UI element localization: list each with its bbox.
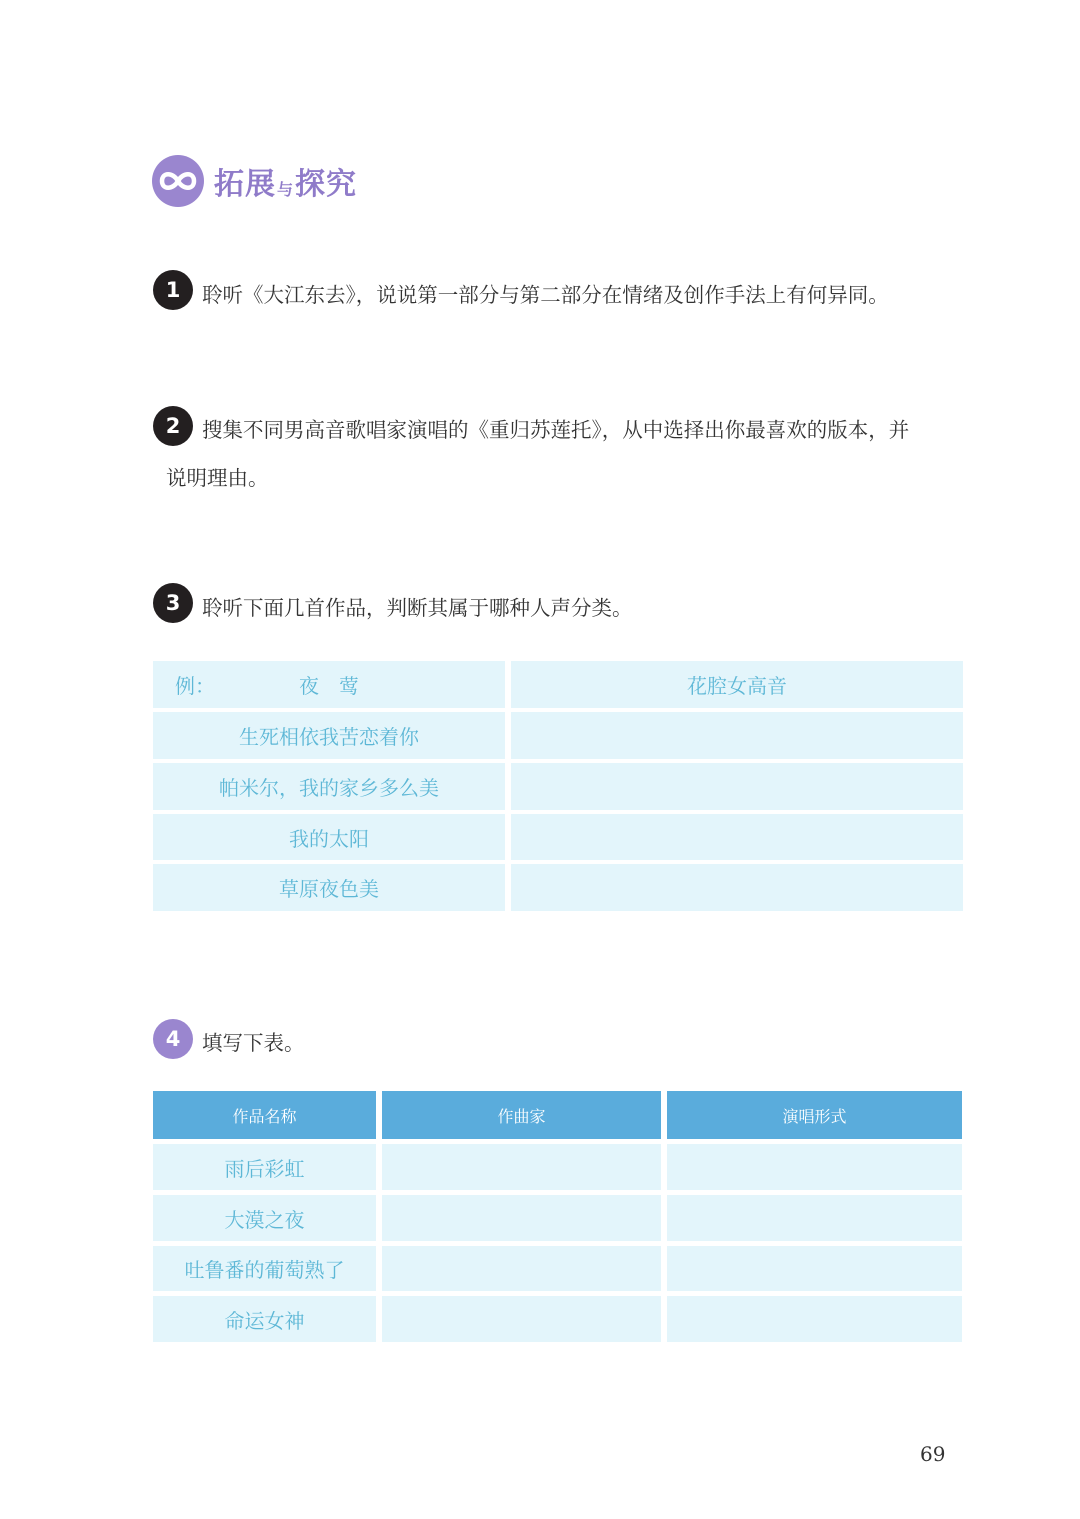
- example-answer-cell: 花腔女高音: [511, 661, 963, 708]
- question-1-badge: 1: [153, 270, 193, 310]
- question-2-text-line2: 说明理由。: [166, 466, 269, 490]
- performance-form-cell[interactable]: [667, 1246, 962, 1291]
- page-number: 69: [920, 1442, 946, 1466]
- composer-cell[interactable]: [382, 1195, 661, 1241]
- question-2-badge: 2: [153, 406, 193, 446]
- question-2-text-line1: 搜集不同男高音歌唱家演唱的《重归苏莲托》，从中选择出你最喜欢的版本，并: [202, 418, 910, 442]
- infinity-loop-icon: [152, 155, 204, 207]
- table-row-title: 草原夜色美: [153, 864, 505, 911]
- performance-form-cell[interactable]: [667, 1144, 962, 1190]
- table-row-title: 生死相依我苦恋着你: [153, 712, 505, 759]
- example-title: 夜 莺: [299, 674, 359, 698]
- example-label: 例：: [175, 674, 215, 698]
- column-header-composer: 作曲家: [382, 1091, 661, 1139]
- column-header-performance-form: 演唱形式: [667, 1091, 962, 1139]
- example-title-cell: [153, 661, 505, 708]
- section-title-part2: 探究: [295, 167, 358, 202]
- composer-cell[interactable]: [382, 1144, 661, 1190]
- table-row-title: 雨后彩虹: [153, 1144, 376, 1190]
- table-row-title: 吐鲁番的葡萄熟了: [153, 1246, 376, 1291]
- table-row-title: 命运女神: [153, 1296, 376, 1342]
- answer-cell[interactable]: [511, 763, 963, 810]
- performance-form-cell[interactable]: [667, 1296, 962, 1342]
- section-title: [214, 159, 357, 203]
- question-4-text: 填写下表。: [202, 1031, 305, 1055]
- table-row-title: 帕米尔，我的家乡多么美: [153, 763, 505, 810]
- question-4-badge: 4: [153, 1019, 193, 1059]
- composer-cell[interactable]: [382, 1246, 661, 1291]
- column-header-work-title: 作品名称: [153, 1091, 376, 1139]
- section-title-connector: 与: [277, 180, 295, 199]
- answer-cell[interactable]: [511, 814, 963, 860]
- table-row-title: 大漠之夜: [153, 1195, 376, 1241]
- performance-form-cell[interactable]: [667, 1195, 962, 1241]
- answer-cell[interactable]: [511, 712, 963, 759]
- table-row-title: 我的太阳: [153, 814, 505, 860]
- section-title-part1: 拓展: [214, 167, 276, 202]
- question-1-text: 聆听《大江东去》，说说第一部分与第二部分在情绪及创作手法上有何异同。: [202, 283, 889, 307]
- question-3-text: 聆听下面几首作品，判断其属于哪种人声分类。: [202, 596, 633, 620]
- answer-cell[interactable]: [511, 864, 963, 911]
- section-header: [152, 154, 357, 208]
- composer-cell[interactable]: [382, 1296, 661, 1342]
- question-3-badge: 3: [153, 583, 193, 623]
